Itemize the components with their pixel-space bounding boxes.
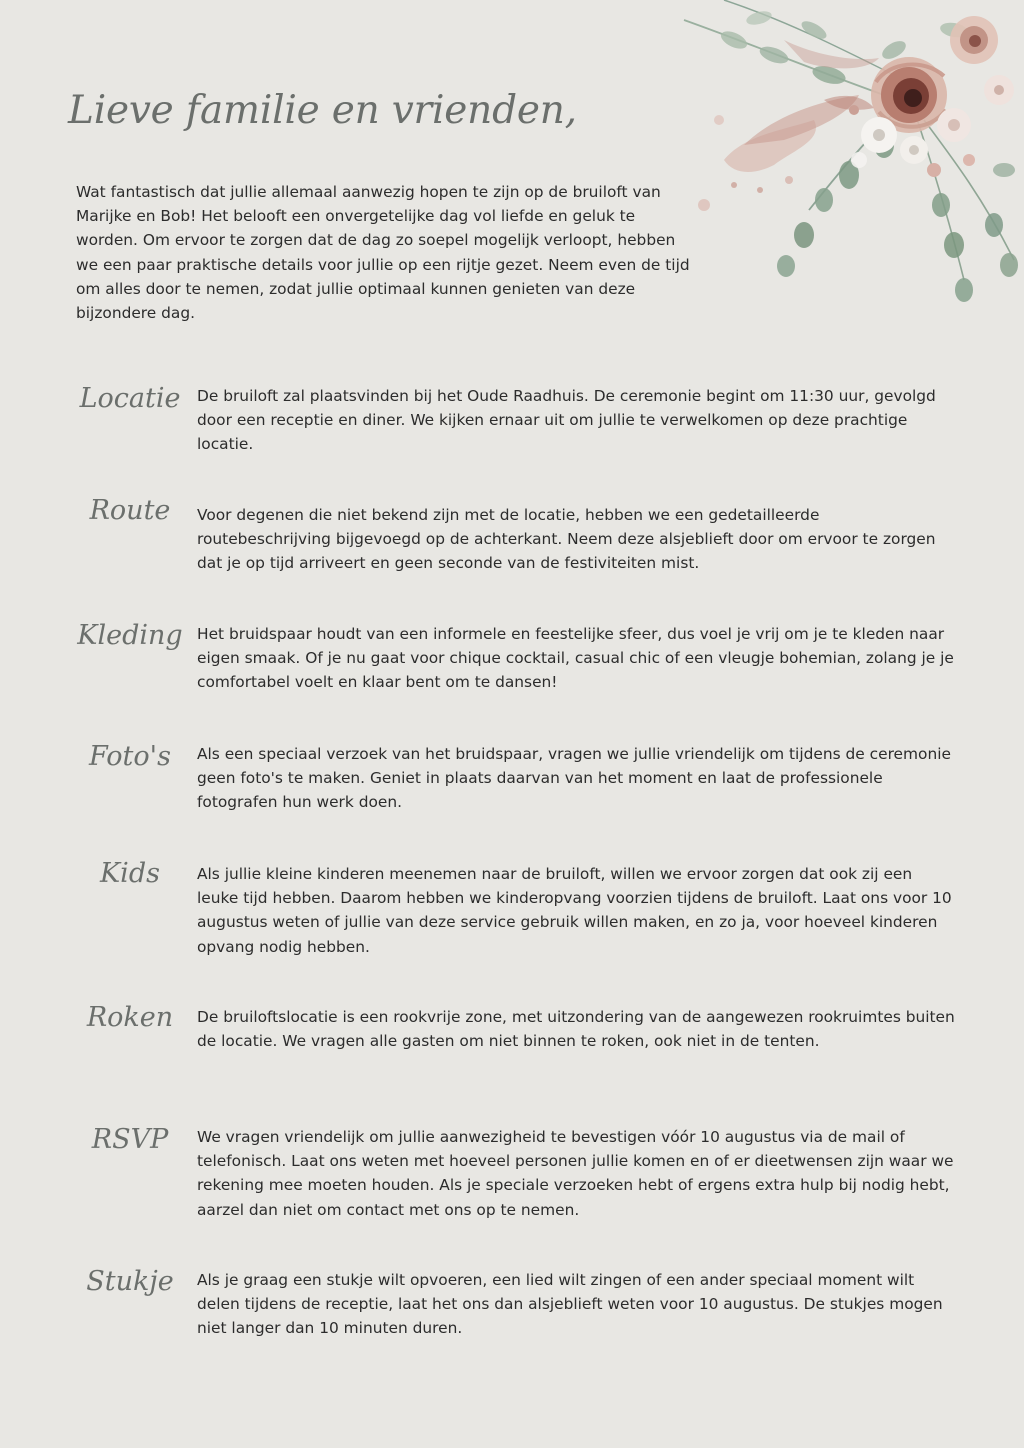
section-label: Foto's [89,741,171,772]
section-text: De bruiloftslocatie is een rookvrije zone, met uitzondering van de aangewezen rookruimtes buiten de locatie. We vragen alle gasten om niet binnen te roken, ook niet in de tenten. [197,1008,955,1051]
intro-paragraph: Wat fantastisch dat jullie allemaal aanwezig hopen te zijn op de bruiloft van Marijke en Bob! Het belooft een onvergetelijke dag vol liefde en geluk te worden. Om ervoor te zorgen dat de dag zo soepel mogelijk verloopt, hebben we een paar praktische details voor jullie op een rijtje gezet. Neem even de tijd om alles door te nemen, zodat jullie optimaal kunnen genieten van deze bijzondere dag. [76,183,690,323]
section-label: Locatie [79,383,181,414]
section-label: Stukje [86,1266,174,1297]
section-text: Als jullie kleine kinderen meenemen naar de bruiloft, willen we ervoor zorgen dat ook zij een leuke tijd hebben. Daarom hebben we kinderopvang voorzien tijdens de bruiloft. Laat ons voor 10 augustus weten of jullie van deze service gebruik willen maken, en zo ja, voor hoeveel kinderen opvang nodig hebben. [197,865,952,956]
section-text: Als een speciaal verzoek van het bruidspaar, vragen we jullie vriendelijk om tijdens de ceremonie geen foto's te maken. Geniet in plaats daarvan van het moment en laat de professionele fotografen hun werk doen. [197,745,951,812]
section-label: Kids [100,858,160,889]
section-text: Het bruidspaar houdt van een informele en feestelijke sfeer, dus voel je vrij om je te kleden naar eigen smaak. Of je nu gaat voor chique cocktail, casual chic of een vleugje bohemian, zolang je je comfortabel voelt en klaar bent om te dansen! [197,625,954,692]
section-text: De bruiloft zal plaatsvinden bij het Oude Raadhuis. De ceremonie begint om 11:30 uur, gevolgd door een receptie en diner. We kijken ernaar uit om jullie te verwelkomen op deze prachtige locatie. [197,387,936,454]
page-title: Lieve familie en vrienden, [68,88,577,133]
section-label: Route [89,495,171,526]
section-label: RSVP [91,1124,169,1155]
floral-bouquet-icon [664,0,1024,330]
section-text: Voor degenen die niet bekend zijn met de locatie, hebben we een gedetailleerde routebeschrijving bijgevoegd op de achterkant. Neem deze alsjeblieft door om ervoor te zorgen dat je op tijd arriveert en geen seconde van de festiviteiten mist. [197,506,936,573]
section-label: Kleding [77,620,183,651]
section-label: Roken [86,1002,174,1033]
section-text: Als je graag een stukje wilt opvoeren, een lied wilt zingen of een ander speciaal moment wilt delen tijdens de receptie, laat het ons dan alsjeblieft weten voor 10 augustus. De stukjes mogen niet langer dan 10 minuten duren. [197,1271,943,1338]
section-text: We vragen vriendelijk om jullie aanwezigheid te bevestigen vóór 10 augustus via de mail of telefonisch. Laat ons weten met hoeveel personen jullie komen en of er dieetwensen zijn waar we rekening mee moeten houden. Als je speciale verzoeken hebt of ergens extra hulp bij nodig hebt, aarzel dan niet om contact met ons op te nemen. [197,1128,954,1219]
